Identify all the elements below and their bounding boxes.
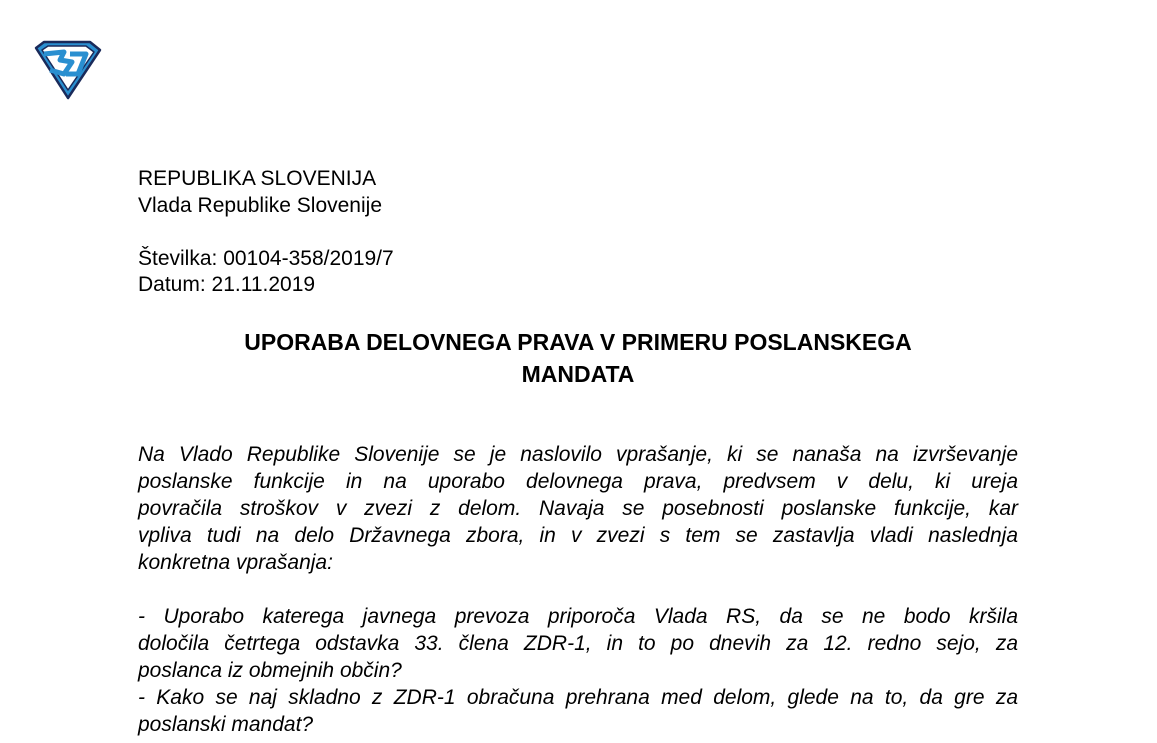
intro-line: vpliva tudi na delo Državnega zbora, in v zvezi s tem se zastavlja vladi naslednja [138, 524, 1018, 547]
header-government: Vlada Republike Slovenije [138, 194, 382, 217]
intro-paragraph [138, 441, 1018, 576]
document-title [138, 326, 1018, 390]
title-line-1: UPORABA DELOVNEGA PRAVA V PRIMERU POSLANSKEGA [244, 329, 912, 355]
question-line: poslanca iz obmejnih občin? [138, 659, 402, 682]
intro-line: konkretna vprašanja: [138, 551, 333, 574]
question-1 [138, 603, 1018, 684]
header-republic: REPUBLIKA SLOVENIJA [138, 167, 377, 190]
question-line: - Uporabo katerega javnega prevoza priporoča Vlada RS, da se ne bodo kršila [138, 605, 1018, 628]
question-2 [138, 684, 1018, 738]
title-line-2: MANDATA [521, 361, 635, 387]
intro-line: poslanske funkcije in na uporabo delovnega prava, predvsem v delu, ki ureja [138, 470, 1018, 493]
document-number: Številka: 00104-358/2019/7 [138, 247, 394, 270]
document-date: Datum: 21.11.2019 [138, 273, 316, 296]
question-line: določila četrtega odstavka 33. člena ZDR-1, in to po dnevih za 12. redno sejo, za [138, 632, 1018, 655]
question-line: poslanski mandat? [138, 713, 314, 736]
question-line: - Kako se naj skladno z ZDR-1 obračuna prehrana med delom, glede na to, da gre za [138, 686, 1018, 709]
intro-line: povračila stroškov v zvezi z delom. Navaja se posebnosti poslanske funkcije, kar [138, 497, 1018, 520]
sd-diamond-logo-icon [30, 40, 104, 100]
intro-line: Na Vlado Republike Slovenije se je naslovilo vprašanje, ki se nanaša na izvrševanje [138, 443, 1018, 466]
